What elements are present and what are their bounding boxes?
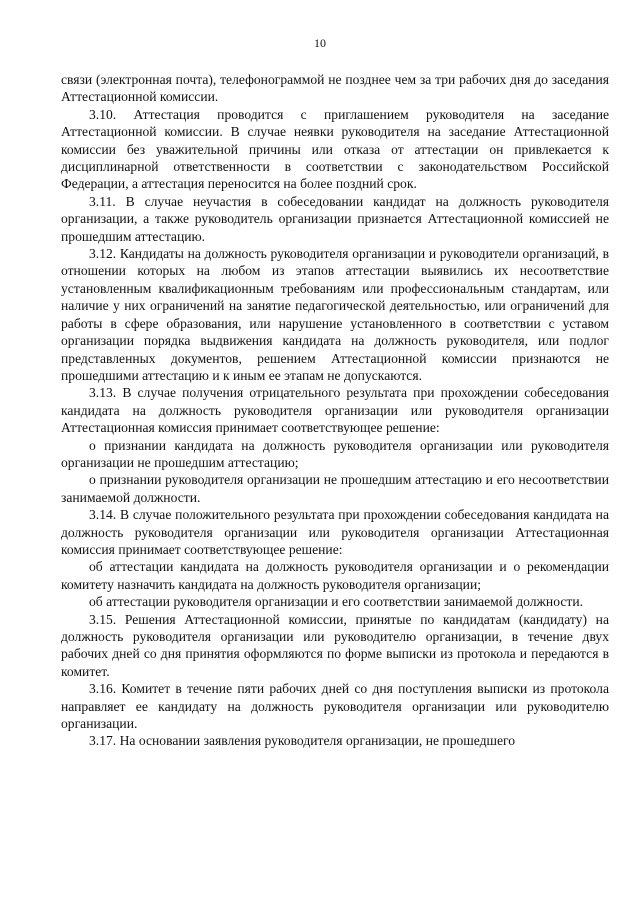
paragraph-3-13: 3.13. В случае получения отрицательного результата при прохождении собеседования кандидата на должность руководителя организации или руководителя организации Аттестационная комиссия принимает соответствующее решение: bbox=[61, 385, 609, 436]
paragraph-3-17: 3.17. На основании заявления руководителя организации, не прошедшего bbox=[89, 733, 516, 749]
paragraph-3-14: 3.14. В случае положительного результата при прохождении собеседования кандидата на должность руководителя организации или руководителя организации Аттестационная комиссия принимает соответствующее решение: bbox=[61, 507, 609, 557]
paragraph-3-10: 3.10. Аттестация проводится с приглашением руководителя на заседание Аттестационной комиссии. В случае неявки руководителя на заседание Аттестационной комиссии без уважительной причины или отказа от аттестации он привлекается к дисциплинарной ответственности в соответствии с законодательством Российской Федерации, а аттестация переносится на более поздний срок. bbox=[61, 106, 609, 192]
page-number: 10 bbox=[314, 36, 326, 50]
paragraph-3-15: 3.15. Решения Аттестационной комиссии, принятые по кандидатам (кандидату) на должность руководителя организации или руководителю организации, в течение двух рабочих дней со дня принятия оформляются по форме выписки из протокола и передаются в комитет. bbox=[61, 611, 609, 679]
paragraph-3-13-option-2: о признании руководителя организации не прошедшим аттестацию и его несоответствии занимаемой должности. bbox=[61, 472, 609, 505]
paragraph-3-12: 3.12. Кандидаты на должность руководителя организации и руководители организаций, в отношении которых на любом из этапов аттестации выявились их несоответствие установленным квалификационным требованиям или профессиональным стандартам, или наличие у них ограничений на занятие педагогической деятельностью, или ограничений для работы в сфере образования, или нарушение установленного в соответствии с уставом организации порядка выдвижения кандидата на должность руководителя, или подлог представленных документов, решением Аттестационной комиссии признаются не прошедшими аттестацию и к иным ее этапам не допускаются. bbox=[61, 246, 609, 383]
paragraph-3-16: 3.16. Комитет в течение пяти рабочих дней со дня поступления выписки из протокола направляет ее кандидату на должность руководителя организации или руководителю организации. bbox=[61, 681, 609, 732]
paragraph-continuation: связи (электронная почта), телефонограммой не позднее чем за три рабочих дня до заседания Аттестационной комиссии. bbox=[61, 72, 609, 105]
paragraph-3-14-option-2: об аттестации руководителя организации и его соответствии занимаемой должности. bbox=[89, 594, 583, 610]
paragraph-3-13-option-1: о признании кандидата на должность руководителя организации или руководителя организации не прошедшим аттестацию; bbox=[61, 437, 609, 470]
paragraph-3-14-option-1: об аттестации кандидата на должность руководителя организации и о рекомендации комитету назначить кандидата на должность руководителя организации; bbox=[61, 559, 609, 592]
paragraph-3-11: 3.11. В случае неучастия в собеседовании кандидат на должность руководителя организации, а также руководитель организации признается Аттестационной комиссией не прошедшим аттестацию. bbox=[61, 193, 609, 244]
document-body bbox=[61, 71, 609, 750]
